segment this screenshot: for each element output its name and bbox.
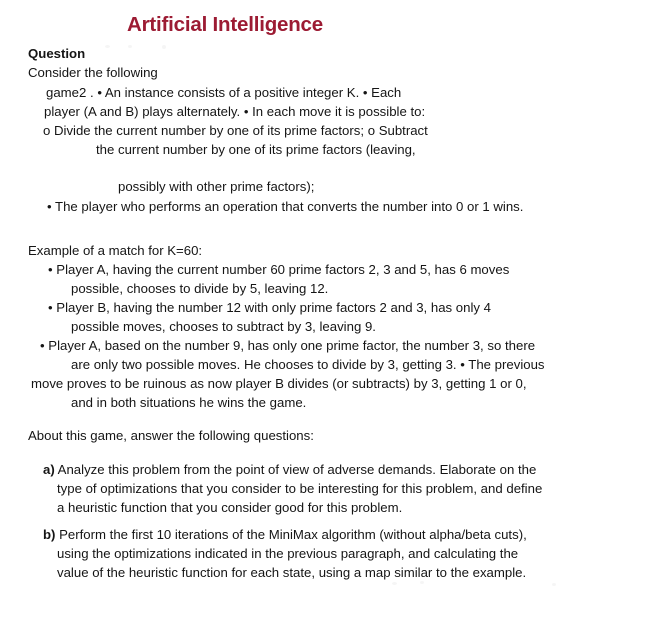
question-b-line-1	[43, 528, 527, 542]
rules-line-3: o Divide the current number by one of its prime factors; o Subtract	[43, 123, 428, 138]
scan-artifact	[105, 45, 110, 48]
example-line-1: • Player A, having the current number 60 prime factors 2, 3 and 5, has 6 moves	[48, 262, 510, 277]
rules-line-4: the current number by one of its prime factors (leaving,	[96, 142, 416, 157]
question-a-line-2: type of optimizations that you consider to be interesting for this problem, and define	[57, 481, 543, 496]
intro-line: Consider the following	[28, 65, 158, 80]
example-line-8: and in both situations he wins the game.	[71, 395, 307, 410]
question-b-text-1: Perform the first 10 iterations of the MiniMax algorithm (without alpha/beta cuts),	[55, 527, 527, 542]
rules-line-1: game2 . • An instance consists of a positive integer K. • Each	[46, 85, 402, 100]
page-title: Artificial Intelligence	[127, 13, 323, 36]
rules-line-5: possibly with other prime factors);	[118, 179, 315, 194]
example-line-7: move proves to be ruinous as now player B divides (or subtracts) by 3, getting 1 or 0,	[31, 376, 527, 391]
question-b-marker: b)	[43, 527, 56, 542]
example-line-2: possible, chooses to divide by 5, leaving 12.	[71, 281, 329, 296]
example-line-4: possible moves, chooses to subtract by 3, leaving 9.	[71, 319, 376, 334]
question-a-line-3: a heuristic function that you consider good for this problem.	[57, 500, 403, 515]
scan-artifact	[420, 581, 424, 584]
scan-artifact	[392, 582, 397, 585]
question-b-line-3: value of the heuristic function for each state, using a map similar to the example.	[57, 565, 527, 580]
example-line-5: • Player A, based on the number 9, has only one prime factor, the number 3, so there	[40, 338, 536, 353]
scan-artifact	[128, 45, 132, 48]
about-line: About this game, answer the following questions:	[28, 428, 314, 443]
example-heading: Example of a match for K=60:	[28, 243, 203, 258]
question-a-text-1: Analyze this problem from the point of view of adverse demands. Elaborate on the	[54, 462, 537, 477]
question-a-marker: a)	[43, 462, 55, 477]
question-a-line-1	[43, 463, 536, 477]
scan-artifact	[162, 45, 166, 49]
example-line-6: are only two possible moves. He chooses to divide by 3, getting 3. • The previous	[71, 357, 545, 372]
scan-artifact	[552, 583, 556, 586]
rules-line-2: player (A and B) plays alternately. • In each move it is possible to:	[44, 104, 426, 119]
question-b-line-2: using the optimizations indicated in the previous paragraph, and calculating the	[57, 546, 519, 561]
rules-line-6: • The player who performs an operation that converts the number into 0 or 1 wins.	[47, 199, 524, 214]
question-heading: Question	[28, 46, 86, 61]
example-line-3: • Player B, having the number 12 with only prime factors 2 and 3, has only 4	[48, 300, 491, 315]
